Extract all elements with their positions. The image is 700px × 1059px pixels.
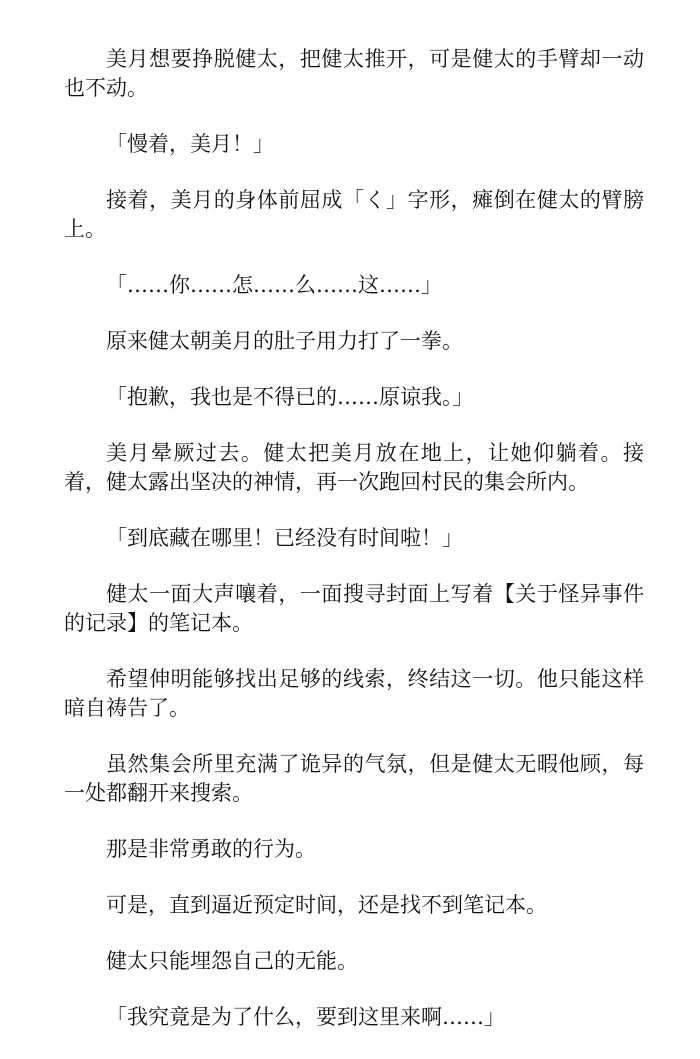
dialogue-line: 「我究竟是为了什么，要到这里来啊……」 — [106, 1005, 505, 1029]
dialogue-line: 「……你……怎……么……这……」 — [106, 273, 442, 297]
paragraph: 美月晕厥过去。健太把美月放在地上，让她仰躺着。接着，健太露出坚决的神情，再一次跑回村民的集会所内。 — [64, 441, 644, 494]
dialogue-line: 「到底藏在哪里！已经没有时间啦！」 — [106, 526, 463, 550]
paragraph: 接着，美月的身体前屈成「く」字形，瘫倒在健太的臂膀上。 — [64, 188, 644, 241]
paragraph: 希望伸明能够找出足够的线索，终结这一切。他只能这样暗自祷告了。 — [64, 667, 644, 720]
document-page — [64, 45, 644, 1059]
dialogue-line: 「慢着，美月！」 — [106, 132, 274, 156]
paragraph: 可是，直到逼近预定时间，还是找不到笔记本。 — [106, 893, 547, 917]
dialogue-line: 「抱歉，我也是不得已的……原谅我。」 — [106, 385, 474, 409]
paragraph: 健太一面大声嚷着，一面搜寻封面上写着【关于怪异事件的记录】的笔记本。 — [64, 582, 644, 635]
paragraph: 美月想要挣脱健太，把健太推开，可是健太的手臂却一动也不动。 — [64, 47, 644, 100]
paragraph: 原来健太朝美月的肚子用力打了一拳。 — [106, 329, 463, 353]
paragraph: 虽然集会所里充满了诡异的气氛，但是健太无暇他顾，每一处都翻开来搜索。 — [64, 752, 644, 805]
paragraph: 健太只能埋怨自己的无能。 — [106, 949, 358, 973]
paragraph: 那是非常勇敢的行为。 — [106, 837, 316, 861]
